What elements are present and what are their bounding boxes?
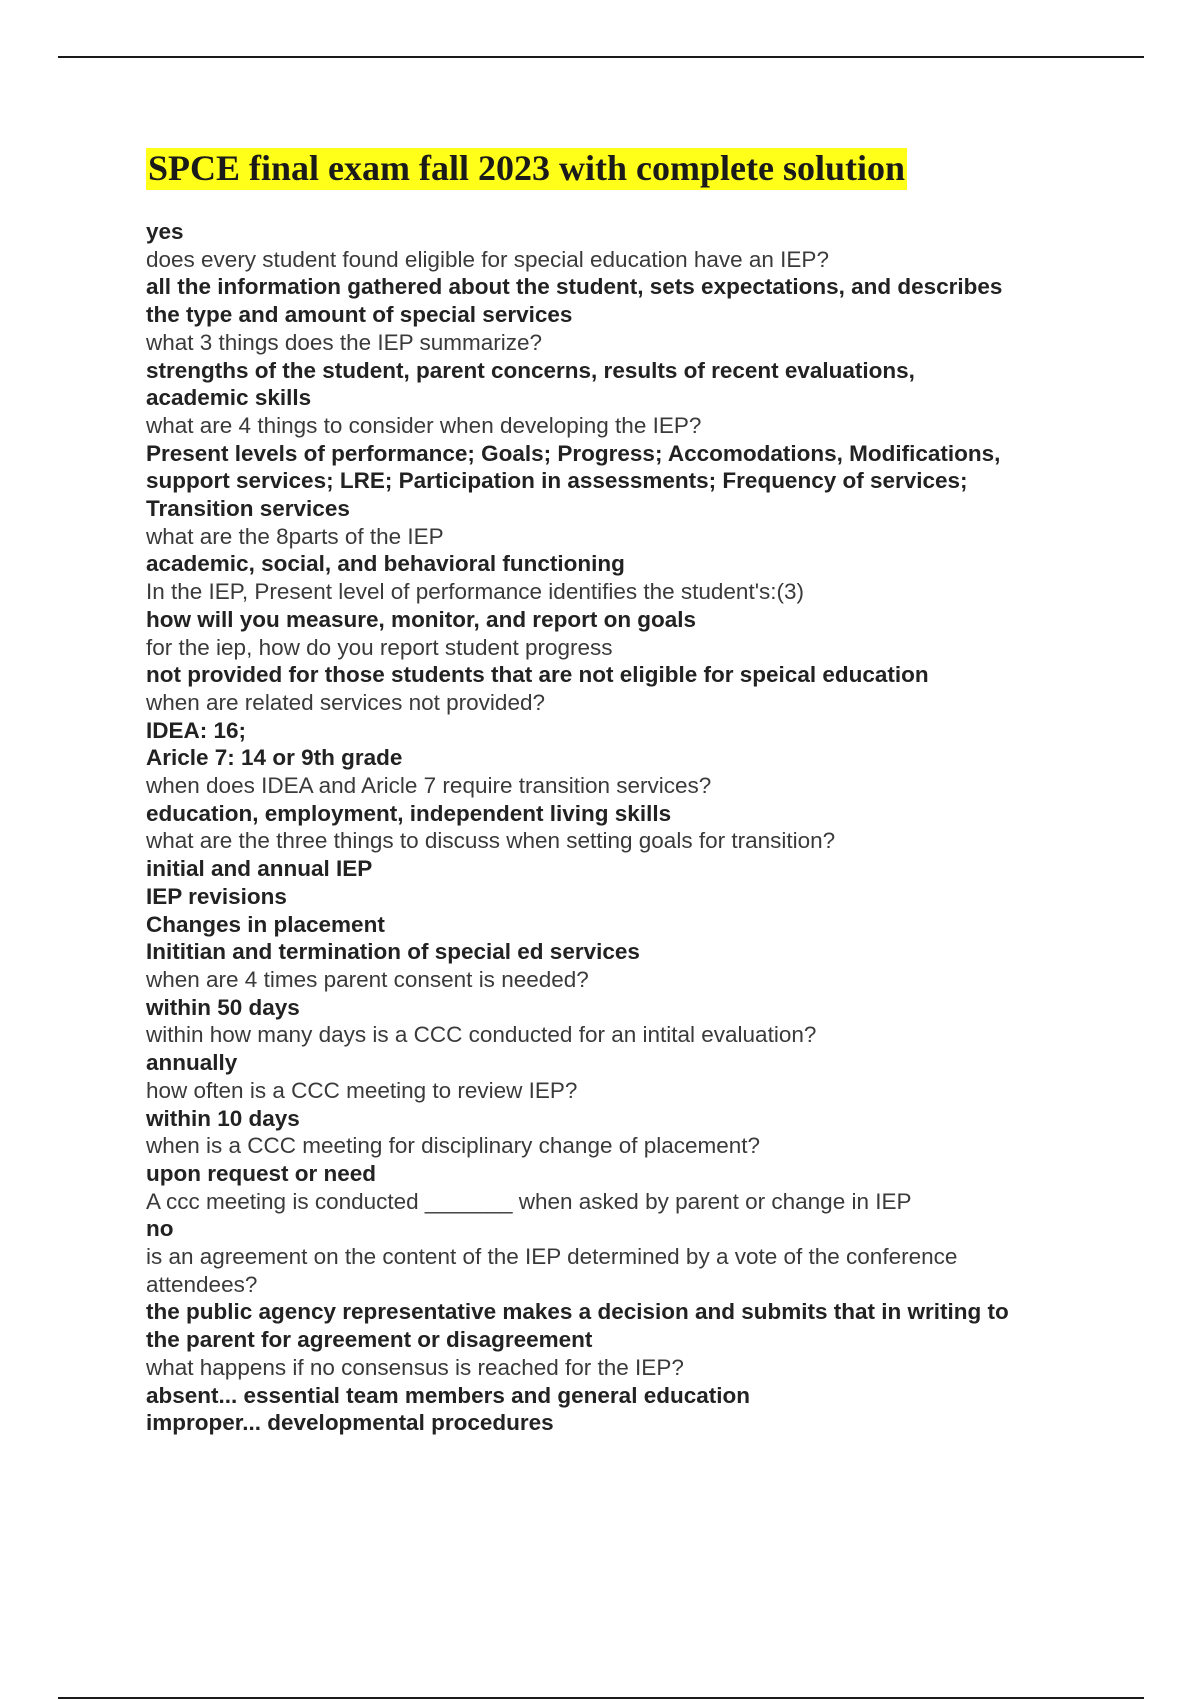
top-rule bbox=[58, 56, 1144, 58]
question-line: A ccc meeting is conducted _______ when asked by parent or change in IEP bbox=[146, 1188, 912, 1214]
answer-line: absent... essential team members and general education bbox=[146, 1382, 750, 1408]
question-line: within how many days is a CCC conducted for an intital evaluation? bbox=[146, 1022, 817, 1048]
answer-line: no bbox=[146, 1216, 174, 1242]
answer-line: initial and annual IEP bbox=[146, 856, 373, 882]
bottom-rule bbox=[58, 1697, 1144, 1699]
question-line: attendees? bbox=[146, 1271, 258, 1297]
answer-line: yes bbox=[146, 219, 184, 244]
answer-line: all the information gathered about the student, sets expectations, and describes bbox=[146, 274, 1003, 300]
highlighted-title-text: SPCE final exam fall 2023 with complete solution bbox=[148, 148, 905, 188]
answer-line: improper... developmental procedures bbox=[146, 1410, 554, 1436]
question-line: what are the three things to discuss when setting goals for transition? bbox=[146, 828, 836, 854]
question-line: what are 4 things to consider when developing the IEP? bbox=[146, 412, 702, 438]
answer-line: within 50 days bbox=[146, 994, 300, 1020]
answer-line: IEP revisions bbox=[146, 883, 287, 909]
question-line: when are related services not provided? bbox=[146, 689, 545, 715]
answer-line: upon request or need bbox=[146, 1160, 377, 1186]
question-line: In the IEP, Present level of performance identifies the student's:(3) bbox=[146, 579, 804, 605]
question-line: how often is a CCC meeting to review IEP? bbox=[146, 1077, 578, 1103]
question-line: when are 4 times parent consent is needed? bbox=[146, 966, 589, 992]
answer-line: Inititian and termination of special ed services bbox=[146, 939, 640, 965]
question-line: what 3 things does the IEP summarize? bbox=[146, 329, 543, 355]
question-line: is an agreement on the content of the IEP determined by a vote of the conference bbox=[146, 1244, 958, 1270]
answer-line: academic skills bbox=[146, 385, 312, 411]
answer-line: the parent for agreement or disagreement bbox=[146, 1327, 593, 1353]
question-line: when is a CCC meeting for disciplinary change of placement? bbox=[146, 1133, 761, 1159]
question-line: for the iep, how do you report student progress bbox=[146, 634, 613, 660]
answer-line: within 10 days bbox=[146, 1105, 300, 1131]
answer-line: how will you measure, monitor, and report on goals bbox=[146, 606, 697, 632]
answer-line: not provided for those students that are not eligible for speical education bbox=[146, 662, 929, 688]
answer-line: Transition services bbox=[146, 496, 350, 522]
answer-line: strengths of the student, parent concerns, results of recent evaluations, bbox=[146, 357, 915, 383]
answer-line: the public agency representative makes a decision and submits that in writing to bbox=[146, 1299, 1009, 1325]
answer-line: Changes in placement bbox=[146, 911, 385, 937]
answer-line: support services; LRE; Participation in assessments; Frequency of services; bbox=[146, 468, 968, 494]
question-line: what are the 8parts of the IEP bbox=[146, 523, 444, 549]
answer-line: education, employment, independent living skills bbox=[146, 800, 672, 826]
question-line: does every student found eligible for special education have an IEP? bbox=[146, 246, 829, 272]
question-line: when does IDEA and Aricle 7 require transition services? bbox=[146, 773, 712, 799]
answer-line: the type and amount of special services bbox=[146, 302, 573, 328]
answer-line: Present levels of performance; Goals; Progress; Accomodations, Modifications, bbox=[146, 440, 1001, 466]
answer-line: Aricle 7: 14 or 9th grade bbox=[146, 745, 403, 771]
page-title bbox=[146, 144, 907, 192]
answer-line: annually bbox=[146, 1050, 238, 1076]
answer-line: IDEA: 16; bbox=[146, 717, 247, 743]
question-line: what happens if no consensus is reached for the IEP? bbox=[146, 1354, 684, 1380]
qa-content bbox=[146, 218, 1086, 1437]
answer-line: academic, social, and behavioral functioning bbox=[146, 551, 625, 577]
